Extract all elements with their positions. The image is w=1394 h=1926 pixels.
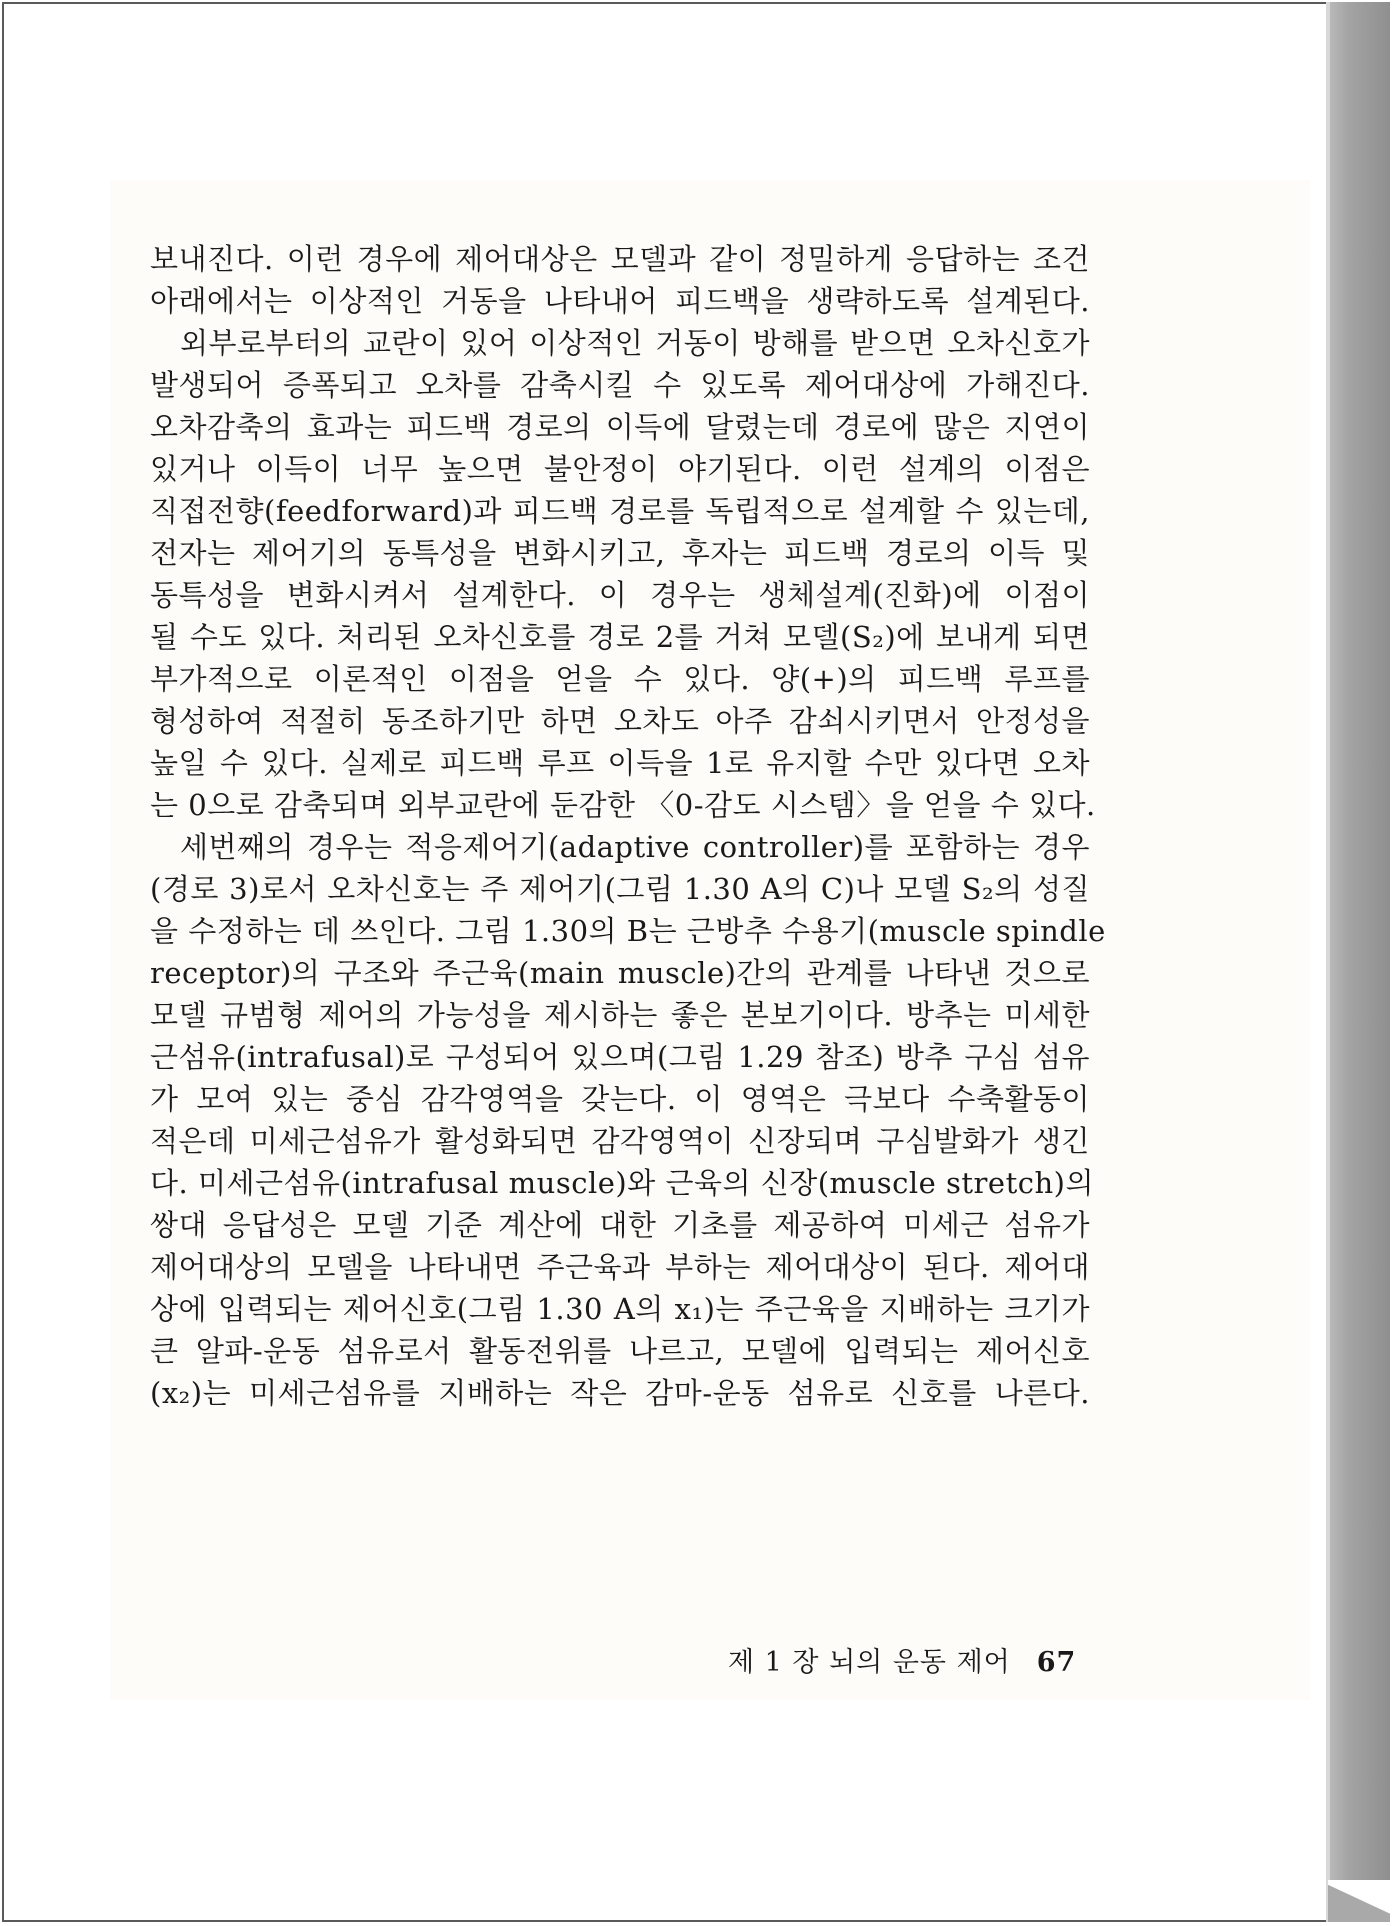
- text-line: 적은데 미세근섬유가 활성화되면 감각영역이 신장되며 구심발화가 생긴: [150, 1124, 1090, 1158]
- text-line: 발생되어 증폭되고 오차를 감축시킬 수 있도록 제어대상에 가해진다.: [150, 368, 1090, 402]
- page-curl-bottom: [1328, 1880, 1390, 1922]
- text-line: 제어대상의 모델을 나타내면 주근육과 부하는 제어대상이 된다. 제어대: [150, 1250, 1090, 1284]
- text-line: 동특성을 변화시켜서 설계한다. 이 경우는 생체설계(진화)에 이점이: [150, 578, 1090, 612]
- text-line: 큰 알파-운동 섬유로서 활동전위를 나르고, 모델에 입력되는 제어신호: [150, 1334, 1090, 1368]
- text-line: (x₂)는 미세근섬유를 지배하는 작은 감마-운동 섬유로 신호를 나른다.: [150, 1376, 1090, 1410]
- text-line: 가 모여 있는 중심 감각영역을 갖는다. 이 영역은 극보다 수축활동이: [150, 1082, 1090, 1116]
- body-text: [150, 238, 1106, 1414]
- text-line: 을 수정하는 데 쓰인다. 그림 1.30의 B는 근방추 수용기(muscle spindle: [150, 914, 1106, 948]
- book-page-edge: [1328, 2, 1390, 1922]
- text-line: 전자는 제어기의 동특성을 변화시키고, 후자는 피드백 경로의 이득 및: [150, 536, 1090, 570]
- chapter-title: 제 1 장 뇌의 운동 제어: [728, 1647, 1011, 1678]
- text-line: 아래에서는 이상적인 거동을 나타내어 피드백을 생략하도록 설계된다.: [150, 284, 1090, 318]
- text-line: 쌍대 응답성은 모델 기준 계산에 대한 기초를 제공하여 미세근 섬유가: [150, 1208, 1090, 1242]
- page-number: 67: [1036, 1647, 1077, 1678]
- page-footer: [728, 1640, 1076, 1679]
- text-line: 있거나 이득이 너무 높으면 불안정이 야기된다. 이런 설계의 이점은: [150, 452, 1090, 486]
- text-line: 다. 미세근섬유(intrafusal muscle)와 근육의 신장(muscle stretch)의: [150, 1166, 1094, 1200]
- text-line: 높일 수 있다. 실제로 피드백 루프 이득을 1로 유지할 수만 있다면 오차: [150, 746, 1090, 780]
- text-line: 근섬유(intrafusal)로 구성되어 있으며(그림 1.29 참조) 방추 구심 섬유: [150, 1040, 1090, 1074]
- text-line: 보내진다. 이런 경우에 제어대상은 모델과 같이 정밀하게 응답하는 조건: [150, 242, 1090, 276]
- text-line: (경로 3)로서 오차신호는 주 제어기(그림 1.30 A의 C)나 모델 S₂의 성질: [150, 872, 1090, 906]
- text-line: 세번째의 경우는 적응제어기(adaptive controller)를 포함하는 경우: [180, 830, 1090, 864]
- text-line: 직접전향(feedforward)과 피드백 경로를 독립적으로 설계할 수 있는데,: [150, 494, 1090, 528]
- text-line: 외부로부터의 교란이 있어 이상적인 거동이 방해를 받으면 오차신호가: [180, 326, 1090, 360]
- text-line: 상에 입력되는 제어신호(그림 1.30 A의 x₁)는 주근육을 지배하는 크기가: [150, 1292, 1090, 1326]
- text-line: 모델 규범형 제어의 가능성을 제시하는 좋은 본보기이다. 방추는 미세한: [150, 998, 1090, 1032]
- text-line: 는 0으로 감축되며 외부교란에 둔감한 〈0-감도 시스템〉을 얻을 수 있다.: [150, 788, 1096, 822]
- text-line: 부가적으로 이론적인 이점을 얻을 수 있다. 양(+)의 피드백 루프를: [150, 662, 1090, 696]
- text-line: 될 수도 있다. 처리된 오차신호를 경로 2를 거쳐 모델(S₂)에 보내게 되면: [150, 620, 1090, 654]
- text-line: 오차감축의 효과는 피드백 경로의 이득에 달렸는데 경로에 많은 지연이: [150, 410, 1090, 444]
- text-line: 형성하여 적절히 동조하기만 하면 오차도 아주 감쇠시키면서 안정성을: [150, 704, 1090, 738]
- text-line: receptor)의 구조와 주근육(main muscle)간의 관계를 나타낸 것으로: [150, 956, 1090, 990]
